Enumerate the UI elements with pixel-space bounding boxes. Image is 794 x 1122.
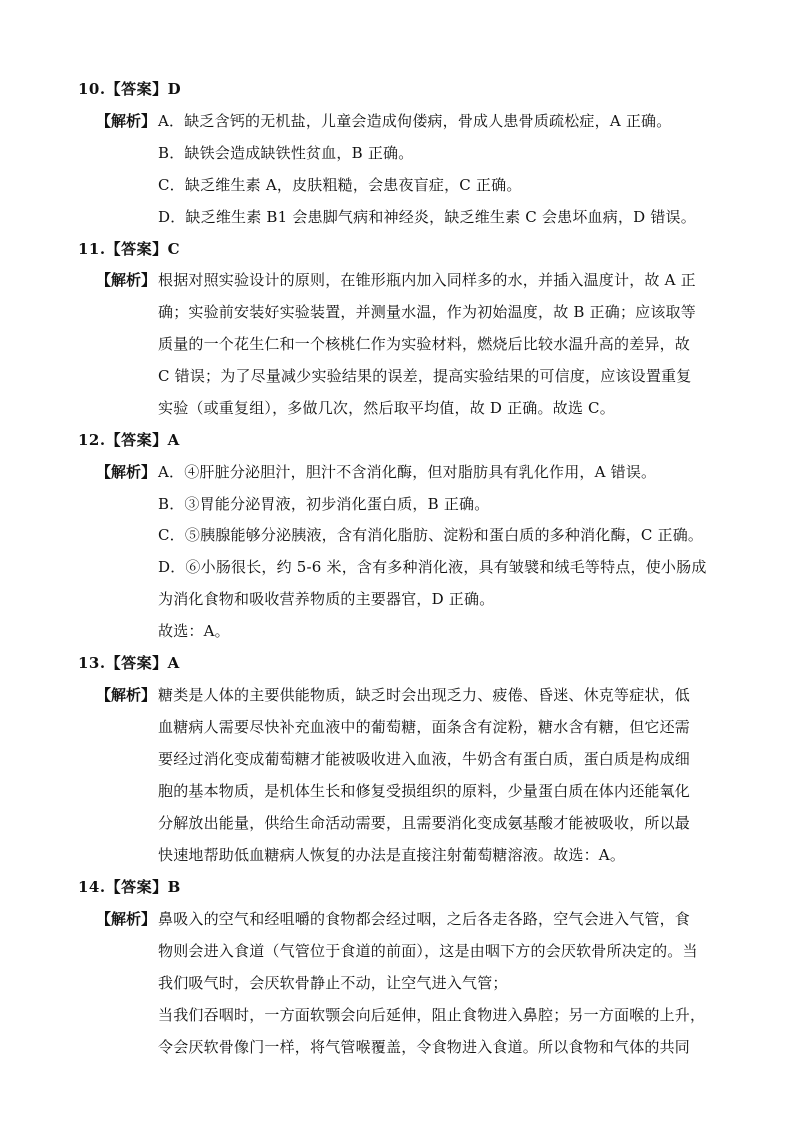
q13-line-5: 分解放出能量，供给生命活动需要，且需要消化变成氨基酸才能被吸收，所以最: [158, 814, 691, 832]
q11-line-1: 根据对照实验设计的原则，在锥形瓶内加入同样多的水，并插入温度计，故 A 正: [158, 271, 696, 289]
q10-line-1: A．缺乏含钙的无机盐，儿童会造成佝偻病，骨成人患骨质疏松症，A 正确。: [158, 112, 672, 130]
q13-line-3: 要经过消化变成葡萄糖才能被吸收进入血液，牛奶含有蛋白质，蛋白质是构成细: [158, 750, 691, 768]
q14-line-1: 鼻吸入的空气和经咀嚼的食物都会经过咽，之后各走各路，空气会进入气管，食: [158, 910, 691, 928]
q12-line-4: D．⑥小肠很长，约 5-6 米，含有多种消化液，具有皱襞和绒毛等特点，使小肠成: [158, 558, 707, 576]
q11-line-5: 实验（或重复组），多做几次，然后取平均值，故 D 正确。故选 C。: [158, 399, 615, 417]
q11-line-3: 质量的一个花生仁和一个核桃仁作为实验材料，燃烧后比较水温升高的差异，故: [158, 335, 691, 353]
q12-answer-heading: 12.【答案】A: [78, 431, 180, 449]
q12-line-6: 故选：A。: [158, 622, 230, 640]
q12-line-5: 为消化食物和吸收营养物质的主要器官，D 正确。: [158, 590, 495, 608]
q13-line-6: 快速地帮助低血糖病人恢复的办法是直接注射葡萄糖溶液。故选：A。: [158, 846, 626, 864]
q10-line-3: C．缺乏维生素 A，皮肤粗糙，会患夜盲症，C 正确。: [158, 176, 522, 194]
q14-line-2: 物则会进入食道（气管位于食道的前面），这是由咽下方的会厌软骨所决定的。当: [158, 942, 698, 960]
q13-line-4: 胞的基本物质，是机体生长和修复受损组织的原料，少量蛋白质在体内还能氧化: [158, 782, 691, 800]
q13-line-2: 血糖病人需要尽快补充血液中的葡萄糖，面条含有淀粉，糖水含有糖，但它还需: [158, 718, 691, 736]
q10-line-2: B．缺铁会造成缺铁性贫血，B 正确。: [158, 144, 414, 162]
q11-line-4: C 错误；为了尽量减少实验结果的误差，提高实验结果的可信度，应该设置重复: [158, 367, 692, 385]
q11-answer-heading: 11.【答案】C: [78, 240, 181, 258]
q14-line-4: 当我们吞咽时，一方面软颚会向后延伸，阻止食物进入鼻腔；另一方面喉的上升，: [158, 1006, 706, 1024]
q14-line-3: 我们吸气时，会厌软骨静止不动，让空气进入气管；: [158, 974, 508, 992]
q11-line-2: 确；实验前安装好实验装置，并测量水温，作为初始温度，故 B 正确；应该取等: [158, 303, 696, 321]
q12-analysis-tag: 【解析】: [96, 463, 157, 481]
q10-line-4: D．缺乏维生素 B1 会患脚气病和神经炎，缺乏维生素 C 会患坏血病，D 错误。: [158, 208, 696, 226]
q12-line-1: A．④肝脏分泌胆汁，胆汁不含消化酶，但对脂肪具有乳化作用，A 错误。: [158, 463, 657, 481]
q12-line-3: C．⑤胰腺能够分泌胰液，含有消化脂肪、淀粉和蛋白质的多种消化酶，C 正确。: [158, 526, 704, 544]
q13-analysis-tag: 【解析】: [96, 686, 157, 704]
q10-answer-heading: 10.【答案】D: [78, 80, 182, 98]
q14-line-5: 令会厌软骨像门一样，将气管喉覆盖，令食物进入食道。所以食物和气体的共同: [158, 1038, 691, 1056]
q10-analysis-tag: 【解析】: [96, 112, 157, 130]
q13-line-1: 糖类是人体的主要供能物质，缺乏时会出现乏力、疲倦、昏迷、休克等症状，低: [158, 686, 691, 704]
q12-line-2: B．③胃能分泌胃液，初步消化蛋白质，B 正确。: [158, 495, 490, 513]
q14-analysis-tag: 【解析】: [96, 910, 157, 928]
q11-analysis-tag: 【解析】: [96, 271, 157, 289]
q14-answer-heading: 14.【答案】B: [78, 878, 181, 896]
q13-answer-heading: 13.【答案】A: [78, 654, 180, 672]
